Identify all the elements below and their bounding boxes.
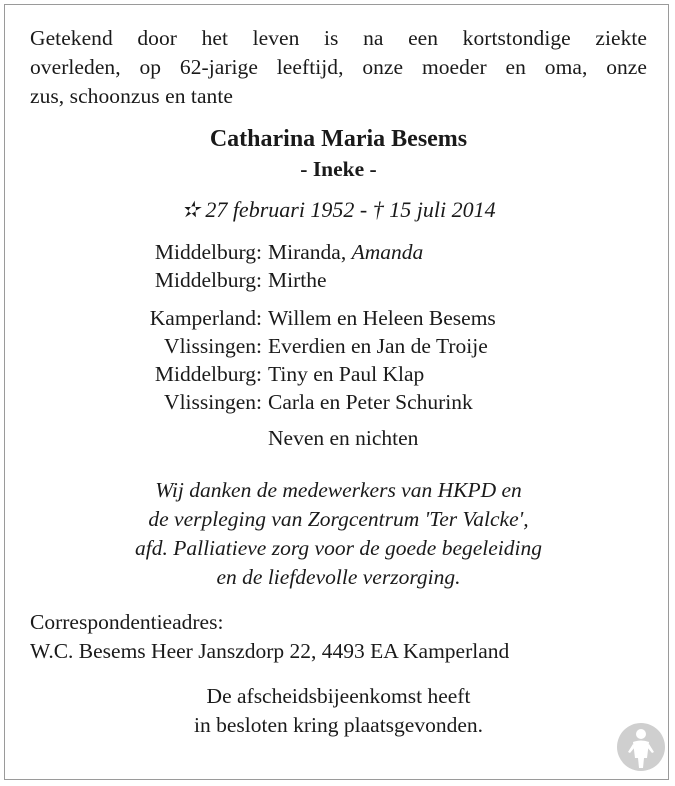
family-names: Everdien en Jan de Troije (268, 334, 488, 358)
birth-death-dates: ✫ 27 februari 1952 - † 15 juli 2014 (181, 197, 496, 222)
family-group-siblings (30, 304, 647, 416)
thanks-message (30, 476, 647, 592)
cousins-line: Neven en nichten (268, 426, 419, 450)
family-names: Carla en Peter Schurink (268, 390, 473, 414)
family-place: Kamperland: (149, 306, 262, 330)
correspondence-address (30, 608, 647, 666)
intro-line: zus, schoonzus en tante (30, 84, 233, 108)
correspondence-address-line: W.C. Besems Heer Janszdorp 22, 4493 EA Kamperland (30, 639, 510, 663)
farewell-line: in besloten kring plaatsgevonden. (194, 713, 483, 737)
thanks-line: Wij danken de medewerkers van HKPD en (155, 478, 522, 502)
thanks-line: afd. Palliatieve zorg voor de goede begeleiding (135, 536, 542, 560)
obituary-notice (30, 24, 647, 740)
memorial-figure-icon (616, 722, 666, 772)
family-row (30, 388, 647, 416)
family-list (30, 238, 647, 452)
deceased-name: Catharina Maria Besems (209, 126, 468, 152)
intro-text (30, 24, 647, 111)
family-names: Willem en Heleen Besems (268, 306, 496, 330)
family-names-italic: Amanda (351, 240, 424, 264)
family-place: Middelburg: (154, 240, 262, 264)
thanks-line: en de liefdevolle verzorging. (216, 565, 461, 589)
family-place: Middelburg: (154, 362, 262, 386)
intro-line: overleden, op 62-jarige leeftijd, onze moeder en oma, onze (30, 55, 647, 79)
thanks-line: de verpleging van Zorgcentrum 'Ter Valcke', (148, 507, 529, 531)
family-names-regular: Miranda, (268, 240, 352, 264)
family-names (262, 238, 423, 266)
family-names: Tiny en Paul Klap (268, 362, 425, 386)
intro-line: Getekend door het leven is na een kortstondige ziekte (30, 26, 647, 50)
family-row (30, 332, 647, 360)
family-place: Middelburg: (154, 268, 262, 292)
correspondence-label: Correspondentieadres: (30, 610, 224, 634)
farewell-notice (30, 682, 647, 740)
farewell-line: De afscheidsbijeenkomst heeft (206, 684, 471, 708)
family-row (30, 238, 647, 266)
family-names (262, 266, 327, 294)
family-names-regular: Mirthe (268, 268, 327, 292)
family-row (30, 266, 647, 294)
family-row (30, 360, 647, 388)
family-row (30, 304, 647, 332)
family-group-children (30, 238, 647, 294)
deceased-nickname: - Ineke - (300, 157, 377, 181)
family-place: Vlissingen: (164, 334, 262, 358)
family-place: Vlissingen: (164, 390, 262, 414)
